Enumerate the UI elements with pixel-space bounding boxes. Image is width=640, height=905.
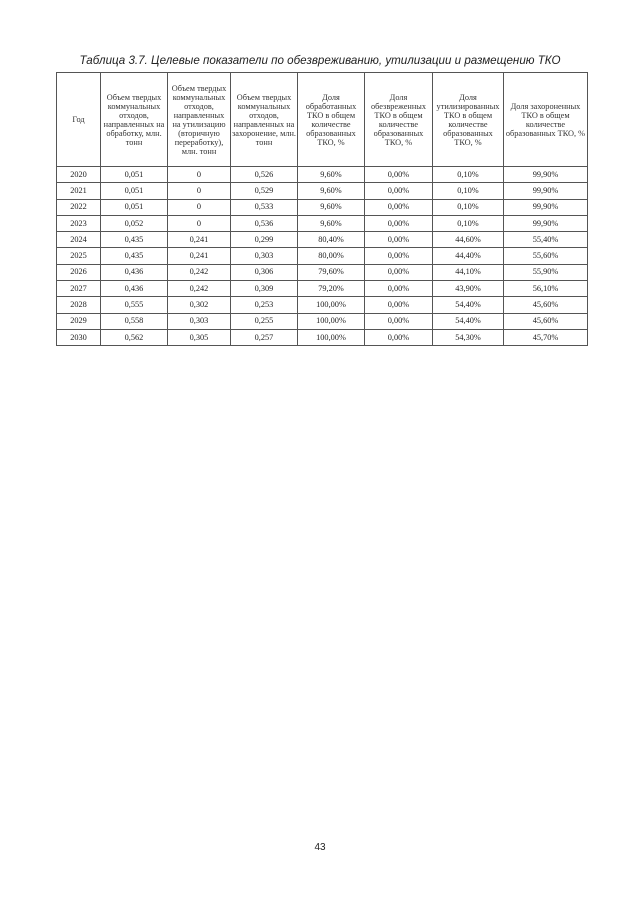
cell-processed-share: 100,00%	[298, 297, 365, 313]
cell-processed-share: 79,20%	[298, 281, 365, 297]
waste-targets-table	[56, 72, 588, 346]
cell-recycled-volume: 0,241	[168, 248, 231, 264]
cell-recycled-volume: 0,241	[168, 232, 231, 248]
cell-year: 2023	[57, 215, 101, 231]
cell-landfilled-share: 99,90%	[504, 183, 588, 199]
cell-neutralized-share: 0,00%	[365, 215, 433, 231]
cell-processed-share: 80,00%	[298, 248, 365, 264]
cell-landfilled-volume: 0,253	[231, 297, 298, 313]
cell-processed-volume: 0,051	[101, 183, 168, 199]
cell-processed-volume: 0,436	[101, 281, 168, 297]
cell-recycled-share: 43,90%	[433, 281, 504, 297]
cell-processed-share: 9,60%	[298, 183, 365, 199]
cell-recycled-volume: 0,303	[168, 313, 231, 329]
cell-year: 2027	[57, 281, 101, 297]
cell-landfilled-volume: 0,536	[231, 215, 298, 231]
cell-recycled-share: 44,60%	[433, 232, 504, 248]
col-header-landfilled-volume: Объем твердых коммунальных отходов, направленных на захоронение, млн. тонн	[231, 73, 298, 167]
table-row	[57, 248, 588, 264]
cell-year: 2029	[57, 313, 101, 329]
cell-processed-share: 9,60%	[298, 199, 365, 215]
cell-processed-share: 9,60%	[298, 167, 365, 183]
cell-year: 2021	[57, 183, 101, 199]
cell-recycled-volume: 0,305	[168, 329, 231, 345]
cell-year: 2020	[57, 167, 101, 183]
cell-processed-volume: 0,558	[101, 313, 168, 329]
cell-recycled-volume: 0	[168, 183, 231, 199]
cell-landfilled-volume: 0,526	[231, 167, 298, 183]
cell-landfilled-share: 56,10%	[504, 281, 588, 297]
col-header-processed-share: Доля обработанных ТКО в общем количестве образованных ТКО, %	[298, 73, 365, 167]
cell-landfilled-share: 45,60%	[504, 297, 588, 313]
cell-landfilled-volume: 0,303	[231, 248, 298, 264]
cell-landfilled-volume: 0,255	[231, 313, 298, 329]
cell-landfilled-share: 45,60%	[504, 313, 588, 329]
cell-landfilled-share: 55,90%	[504, 264, 588, 280]
cell-processed-volume: 0,562	[101, 329, 168, 345]
cell-year: 2028	[57, 297, 101, 313]
cell-processed-share: 100,00%	[298, 313, 365, 329]
cell-recycled-volume: 0	[168, 199, 231, 215]
cell-year: 2024	[57, 232, 101, 248]
cell-recycled-volume: 0,242	[168, 281, 231, 297]
table-row	[57, 329, 588, 345]
cell-recycled-share: 44,40%	[433, 248, 504, 264]
cell-recycled-volume: 0,242	[168, 264, 231, 280]
table-row	[57, 215, 588, 231]
cell-recycled-share: 54,40%	[433, 297, 504, 313]
cell-recycled-volume: 0	[168, 167, 231, 183]
cell-landfilled-share: 99,90%	[504, 199, 588, 215]
col-header-neutralized-share: Доля обезвреженных ТКО в общем количестве образованных ТКО, %	[365, 73, 433, 167]
cell-neutralized-share: 0,00%	[365, 281, 433, 297]
cell-neutralized-share: 0,00%	[365, 297, 433, 313]
table-body	[57, 167, 588, 346]
cell-landfilled-share: 99,90%	[504, 167, 588, 183]
col-header-processed-volume: Объем твердых коммунальных отходов, направленных на обработку, млн. тонн	[101, 73, 168, 167]
cell-neutralized-share: 0,00%	[365, 232, 433, 248]
cell-landfilled-share: 55,60%	[504, 248, 588, 264]
cell-recycled-volume: 0,302	[168, 297, 231, 313]
cell-neutralized-share: 0,00%	[365, 329, 433, 345]
table-row	[57, 183, 588, 199]
cell-year: 2030	[57, 329, 101, 345]
cell-processed-volume: 0,436	[101, 264, 168, 280]
cell-recycled-share: 0,10%	[433, 199, 504, 215]
cell-recycled-volume: 0	[168, 215, 231, 231]
cell-processed-share: 80,40%	[298, 232, 365, 248]
cell-landfilled-volume: 0,309	[231, 281, 298, 297]
cell-processed-share: 100,00%	[298, 329, 365, 345]
cell-neutralized-share: 0,00%	[365, 264, 433, 280]
cell-neutralized-share: 0,00%	[365, 183, 433, 199]
cell-landfilled-share: 55,40%	[504, 232, 588, 248]
cell-year: 2026	[57, 264, 101, 280]
cell-processed-volume: 0,052	[101, 215, 168, 231]
cell-landfilled-share: 99,90%	[504, 215, 588, 231]
cell-landfilled-share: 45,70%	[504, 329, 588, 345]
cell-recycled-share: 54,40%	[433, 313, 504, 329]
cell-neutralized-share: 0,00%	[365, 199, 433, 215]
table-header-row	[57, 73, 588, 167]
cell-neutralized-share: 0,00%	[365, 167, 433, 183]
cell-recycled-share: 0,10%	[433, 183, 504, 199]
cell-processed-volume: 0,555	[101, 297, 168, 313]
cell-neutralized-share: 0,00%	[365, 313, 433, 329]
cell-landfilled-volume: 0,533	[231, 199, 298, 215]
table-row	[57, 264, 588, 280]
col-header-recycled-share: Доля утилизированных ТКО в общем количестве образованных ТКО, %	[433, 73, 504, 167]
col-header-landfilled-share: Доля захороненных ТКО в общем количестве образованных ТКО, %	[504, 73, 588, 167]
table-row	[57, 232, 588, 248]
cell-recycled-share: 0,10%	[433, 215, 504, 231]
cell-neutralized-share: 0,00%	[365, 248, 433, 264]
cell-processed-volume: 0,051	[101, 167, 168, 183]
cell-recycled-share: 44,10%	[433, 264, 504, 280]
col-header-recycled-volume: Объем твердых коммунальных отходов, направленных на утилизацию (вторичную переработку), млн. тонн	[168, 73, 231, 167]
cell-processed-volume: 0,435	[101, 232, 168, 248]
table-row	[57, 313, 588, 329]
cell-year: 2025	[57, 248, 101, 264]
table-row	[57, 167, 588, 183]
cell-landfilled-volume: 0,257	[231, 329, 298, 345]
table-caption: Таблица 3.7. Целевые показатели по обезвреживанию, утилизации и размещению ТКО	[79, 54, 561, 67]
table-row	[57, 281, 588, 297]
col-header-year: Год	[57, 73, 101, 167]
cell-year: 2022	[57, 199, 101, 215]
page-number: 43	[314, 842, 326, 853]
cell-recycled-share: 54,30%	[433, 329, 504, 345]
cell-landfilled-volume: 0,529	[231, 183, 298, 199]
cell-landfilled-volume: 0,299	[231, 232, 298, 248]
cell-processed-share: 79,60%	[298, 264, 365, 280]
cell-recycled-share: 0,10%	[433, 167, 504, 183]
cell-processed-share: 9,60%	[298, 215, 365, 231]
cell-landfilled-volume: 0,306	[231, 264, 298, 280]
table-row	[57, 297, 588, 313]
cell-processed-volume: 0,051	[101, 199, 168, 215]
table-row	[57, 199, 588, 215]
cell-processed-volume: 0,435	[101, 248, 168, 264]
